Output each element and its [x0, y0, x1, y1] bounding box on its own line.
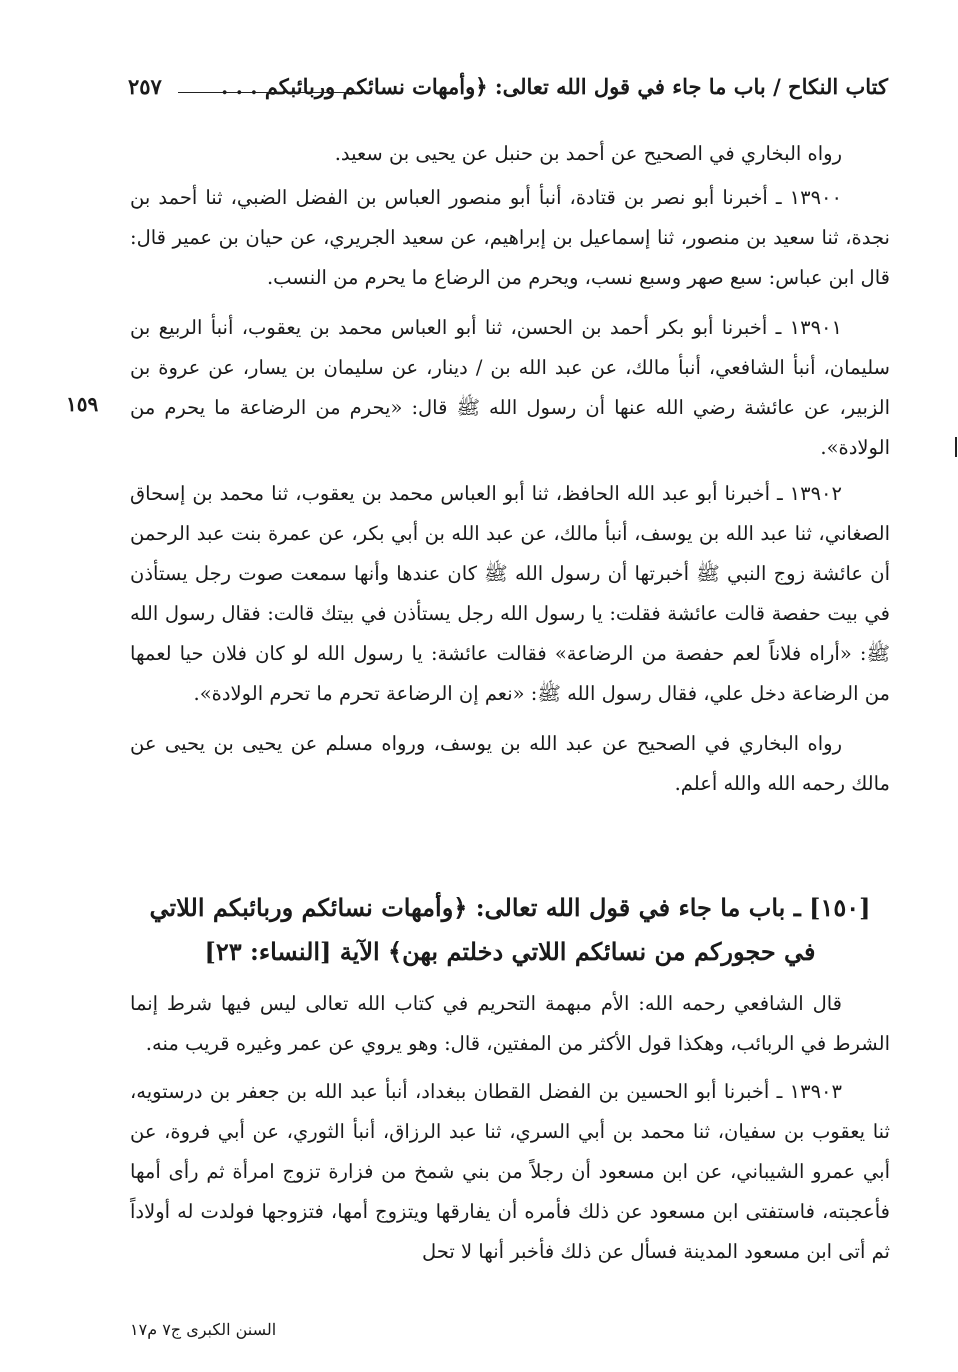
- running-header: [128, 74, 888, 106]
- paragraph-p3: ١٣٩٠١ ـ أخبرنا أبو بكر أحمد بن الحسن، ثنا أبو العباس محمد بن يعقوب، أنبأ الربيع بن سليمان، أنبأ الشافعي، أنبأ مالك، عن عبد الله بن / دينار، عن سليمان بن يسار، عن عروة بن الزبير، عن عائشة رضي الله عنها أن رسول الله ﷺ قال: «يحرم من الرضاعة ما يحرم من الولادة».: [130, 316, 890, 459]
- text-block-2: [130, 984, 890, 1272]
- paragraph-p6: قال الشافعي رحمه الله: الأم مبهمة التحريم في كتاب الله تعالى ليس فيها شرط إنما الشرط في الربائب، وهكذا قول الأكثر من المفتين، قال: وهو يروي عن عمر وغيره قريب منه.: [130, 992, 890, 1055]
- paragraph-p2: ١٣٩٠٠ ـ أخبرنا أبو نصر بن قتادة، أنبأ أبو منصور العباس بن الفضل الضبي، ثنا أحمد بن نجدة، ثنا سعيد بن منصور، ثنا إسماعيل بن إبراهيم، عن سعيد الجريري، عن حيان بن عمير قال: قال ابن عباس: سبع صهر وسبع نسب، ويحرم من الرضاع ما يحرم من النسب.: [130, 186, 890, 289]
- header-rule-short: [291, 92, 351, 93]
- paragraph-p5: رواه البخاري في الصحيح عن عبد الله بن يوسف، ورواه مسلم عن يحيى بن يحيى عن مالك رحمه الله والله أعلم.: [130, 732, 890, 795]
- paragraph-p1: رواه البخاري في الصحيح عن أحمد بن حنبل عن يحيى بن سعيد.: [334, 142, 842, 165]
- paragraph-p7: ١٣٩٠٣ ـ أخبرنا أبو الحسين بن الفضل القطان ببغداد، أنبأ عبد الله بن جعفر بن درستويه، ثنا يعقوب بن سفيان، ثنا محمد بن أبي السري، ثنا عبد الرزاق، أنبأ الثوري، عن أبي فروة، عن أبي عمرو الشيباني، عن ابن مسعود أن رجلاً من بني شمخ من فزارة تزوج امرأة ثم رأى أمها فأعجبته، فاستفتى ابن مسعود عن ذلك فأمره أن يفارقها ويتزوج أمها، فتزوجها فولدت له أولاداً ثم أتى ابن مسعود المدينة فسأل عن ذلك فأخبر أنها لا تحل: [130, 1080, 890, 1263]
- page-number: ٢٥٧: [128, 74, 162, 99]
- chapter-heading-line-2: في حجوركم من نسائكم اللاتي دخلتم بهن﴾ الآية [النساء: ٢٣]: [204, 937, 816, 966]
- chapter-heading: [130, 886, 890, 974]
- header-title: كتاب النكاح / باب ما جاء في قول الله تعالى: ﴿وأمهات نسائكم وربائبكم . . .: [220, 74, 888, 99]
- chapter-heading-line-1: [١٥٠] ـ باب ما جاء في قول الله تعالى: ﴿وأمهات نسائكم وربائبكم اللاتي: [149, 893, 871, 922]
- text-block-1: [130, 134, 890, 804]
- margin-mark: [955, 437, 957, 457]
- margin-page-reference: ١٥٩: [66, 392, 99, 416]
- paragraph-p4: ١٣٩٠٢ ـ أخبرنا أبو عبد الله الحافظ، ثنا أبو العباس محمد بن يعقوب، ثنا محمد بن إسحاق الصغاني، ثنا عبد الله بن يوسف، أنبأ مالك، عن عبد الله بن أبي بكر، عن عمرة بنت عبد الرحمن أن عائشة زوج النبي ﷺ أخبرتها أن رسول الله ﷺ كان عندها وأنها سمعت صوت رجل يستأذن في بيت حفصة قالت عائشة فقلت: يا رسول الله رجل يستأذن في بيتك قالت: فقال رسول الله ﷺ: «أراه فلاناً لعم حفصة من الرضاعة» فقالت عائشة: يا رسول الله لو كان فلان حيا لعمها من الرضاعة دخل علي، فقال رسول الله ﷺ: «نعم إن الرضاعة تحرم ما تحرم الولادة».: [130, 482, 890, 705]
- header-rule: [178, 92, 283, 93]
- footer-signature: السنن الكبرى ج٧ م١٧: [130, 1320, 277, 1339]
